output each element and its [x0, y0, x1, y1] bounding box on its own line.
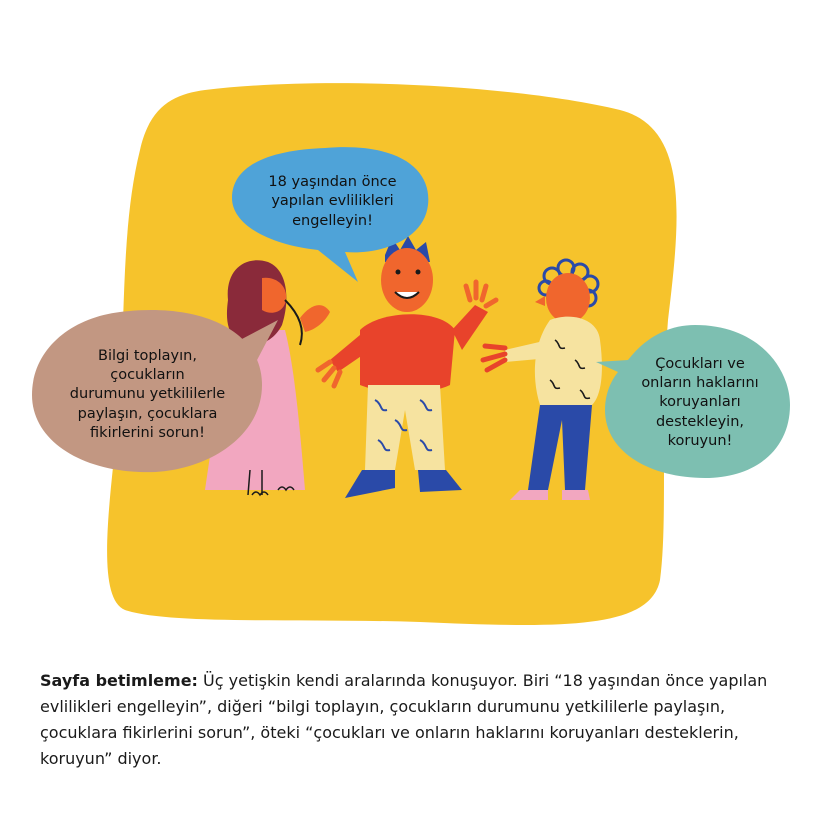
speech-bubble-right: [615, 338, 785, 468]
speech-bubble-top-text: 18 yaşından önce yapılan evlilikleri engelleyin!: [268, 174, 397, 229]
speech-bubble-top: [240, 160, 425, 244]
page-description: [40, 668, 800, 772]
page-description-label: Sayfa betimleme:: [40, 671, 198, 690]
page-description-text: Üç yetişkin kendi aralarında konuşuyor. Biri “18 yaşından önce yapılan evlilikleri engelleyin”, diğeri “bilgi toplayın, çocukların durumunu yetkililerle paylaşın, çocuklara fikirlerini sorun”, öteki “çocukları ve onların haklarını koruyanları desteklerin, koruyun” diyor.: [40, 671, 768, 768]
speech-bubble-left-text: Bilgi toplayın, çocukların durumunu yetkililerle paylaşın, çocuklara fikirlerini sorun!: [69, 348, 226, 441]
speech-bubble-left: [40, 330, 255, 460]
speech-bubble-right-text: Çocukları ve onların haklarını koruyanları destekleyin, koruyun!: [641, 356, 759, 449]
